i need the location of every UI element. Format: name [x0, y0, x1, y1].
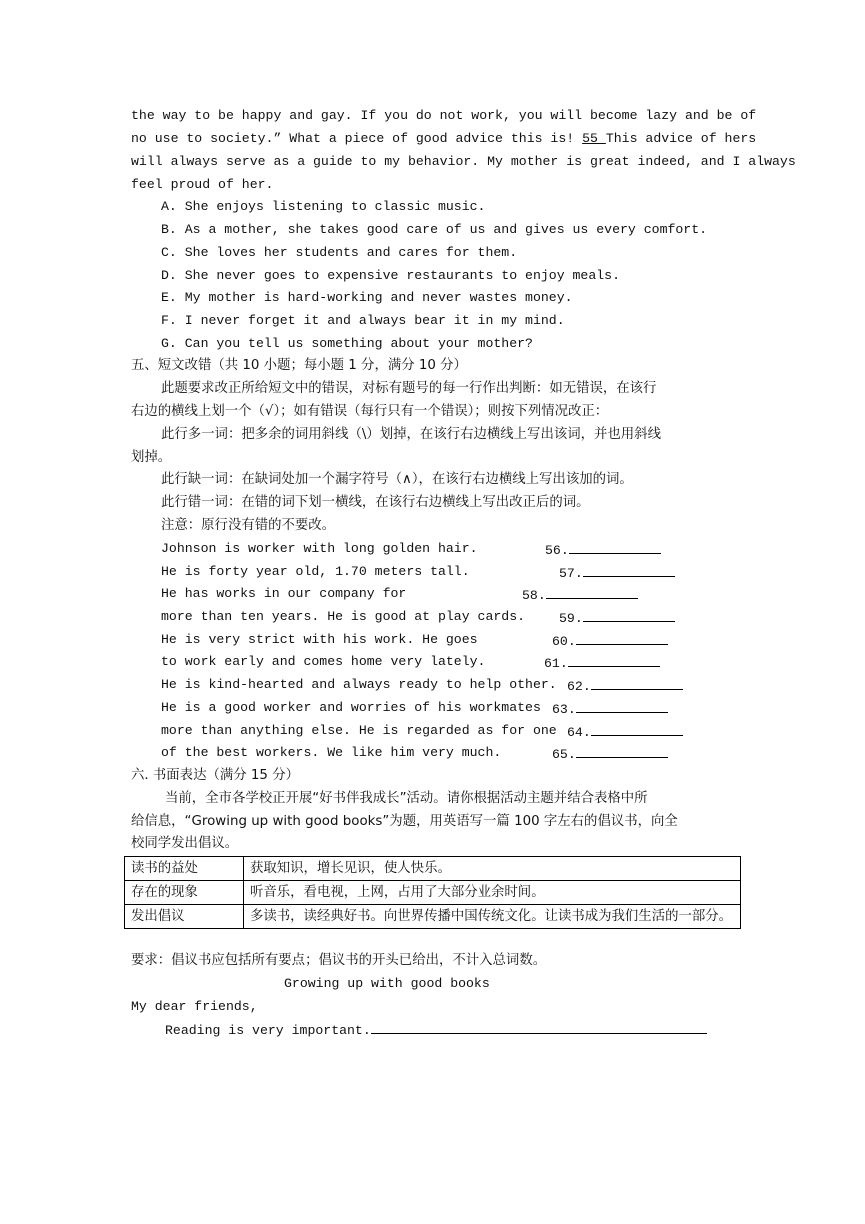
- correction-line: Johnson is worker with long golden hair.: [161, 541, 478, 556]
- correction-line: He is forty year old, 1.70 meters tall.: [161, 564, 470, 579]
- correction-line: to work early and comes home very lately.: [161, 654, 486, 669]
- essay-opening-line: [165, 1019, 707, 1041]
- table-row: [125, 881, 741, 905]
- passage-line: will always serve as a guide to my behavior. My mother is great indeed, and I always: [131, 154, 796, 169]
- answer-blank[interactable]: [546, 584, 638, 599]
- correction-line: He is a good worker and worries of his workmates: [161, 700, 541, 715]
- essay-greeting: My dear friends,: [131, 999, 258, 1014]
- option-b: B. As a mother, she takes good care of us and gives us every comfort.: [161, 222, 708, 237]
- answer-slot: [559, 607, 675, 629]
- table-row: [125, 857, 741, 881]
- instruction-line: 此行缺一词：在缺词处加一个漏字符号（∧），在该行右边横线上写出该加的词。: [161, 472, 633, 487]
- answer-blank[interactable]: [591, 675, 683, 690]
- answer-slot: [522, 584, 638, 606]
- info-table: [124, 856, 741, 929]
- table-value: 听音乐，看电视，上网，占用了大部分业余时间。: [244, 881, 741, 905]
- answer-slot: [552, 698, 668, 720]
- instruction-line: 此行多一词：把多余的词用斜线（\）划掉，在该行右边横线上写出该词，并也用斜线: [161, 427, 661, 442]
- correction-line: more than ten years. He is good at play cards.: [161, 609, 526, 624]
- section-5-heading: 五、短文改错（共 10 小题；每小题 1 分，满分 10 分）: [131, 358, 467, 373]
- writing-prompt-line: 给信息，“Growing up with good books”为题，用英语写一篇 100 字左右的倡议书，向全: [131, 814, 678, 829]
- answer-number: 62.: [567, 679, 591, 694]
- answer-blank[interactable]: [576, 630, 668, 645]
- answer-slot: [552, 630, 668, 652]
- table-value: 获取知识，增长见识，使人快乐。: [244, 857, 741, 881]
- answer-blank[interactable]: [583, 607, 675, 622]
- correction-line: He is kind-hearted and always ready to help other.: [161, 677, 557, 692]
- answer-number: 64.: [567, 725, 591, 740]
- correction-line: more than anything else. He is regarded as for one: [161, 723, 557, 738]
- passage-line: [131, 129, 756, 149]
- table-key: 存在的现象: [125, 881, 244, 905]
- answer-blank[interactable]: [576, 698, 668, 713]
- option-d: D. She never goes to expensive restaurants to enjoy meals.: [161, 268, 620, 283]
- answer-blank[interactable]: [569, 539, 661, 554]
- instruction-line: 此题要求改正所给短文中的错误，对标有题号的每一行作出判断：如无错误，在该行: [161, 381, 657, 396]
- table-key: 读书的益处: [125, 857, 244, 881]
- table-row: [125, 905, 741, 929]
- passage-line: feel proud of her.: [131, 177, 274, 192]
- option-a: A. She enjoys listening to classic music.: [161, 199, 486, 214]
- instruction-line: 此行错一词：在错的词下划一横线，在该行右边横线上写出改正后的词。: [161, 495, 590, 510]
- table-key: 发出倡议: [125, 905, 244, 929]
- passage-line: the way to be happy and gay. If you do not work, you will become lazy and be of: [131, 108, 757, 123]
- answer-number: 60.: [552, 634, 576, 649]
- option-e: E. My mother is hard-working and never wastes money.: [161, 290, 573, 305]
- correction-line: He has works in our company for: [161, 586, 407, 601]
- instruction-line: 划掉。: [131, 450, 172, 465]
- answer-slot: [552, 743, 668, 765]
- answer-number: 58.: [522, 588, 546, 603]
- passage-text: This advice of hers: [605, 131, 757, 146]
- answer-number: 59.: [559, 611, 583, 626]
- essay-blank[interactable]: [371, 1019, 707, 1034]
- correction-line: of the best workers. We like him very much.: [161, 745, 502, 760]
- answer-blank[interactable]: [591, 721, 683, 736]
- option-f: F. I never forget it and always bear it in my mind.: [161, 313, 565, 328]
- writing-prompt-line: 当前，全市各学校正开展“好书伴我成长”活动。请你根据活动主题并结合表格中所: [165, 791, 648, 806]
- answer-number: 65.: [552, 747, 576, 762]
- option-g: G. Can you tell us something about your mother?: [161, 336, 533, 351]
- correction-line: He is very strict with his work. He goes: [161, 632, 478, 647]
- answer-slot: [545, 539, 661, 561]
- answer-number: 56.: [545, 543, 569, 558]
- essay-opening: Reading is very important.: [165, 1023, 371, 1038]
- passage-text: no use to society.” What a piece of good advice this is!: [131, 131, 583, 146]
- answer-slot: [544, 652, 660, 674]
- answer-blank[interactable]: [568, 652, 660, 667]
- blank-55: 55: [582, 131, 606, 146]
- answer-number: 57.: [559, 566, 583, 581]
- answer-number: 61.: [544, 656, 568, 671]
- instruction-line: 右边的横线上划一个（√）；如有错误（每行只有一个错误）；则按下列情况改正：: [131, 404, 609, 419]
- answer-slot: [567, 675, 683, 697]
- option-c: C. She loves her students and cares for them.: [161, 245, 518, 260]
- table-value: 多读书，读经典好书。向世界传播中国传统文化。让读书成为我们生活的一部分。: [244, 905, 741, 929]
- answer-slot: [567, 721, 683, 743]
- note-line: 注意：原行没有错的不要改。: [161, 518, 336, 533]
- answer-slot: [559, 562, 675, 584]
- writing-prompt-line: 校同学发出倡议。: [131, 836, 239, 851]
- essay-title: Growing up with good books: [284, 976, 490, 991]
- answer-blank[interactable]: [576, 743, 668, 758]
- section-6-heading: 六. 书面表达（满分 15 分）: [131, 768, 299, 783]
- answer-blank[interactable]: [583, 562, 675, 577]
- requirement-line: 要求：倡议书应包括所有要点；倡议书的开头已给出，不计入总词数。: [131, 953, 547, 968]
- answer-number: 63.: [552, 702, 576, 717]
